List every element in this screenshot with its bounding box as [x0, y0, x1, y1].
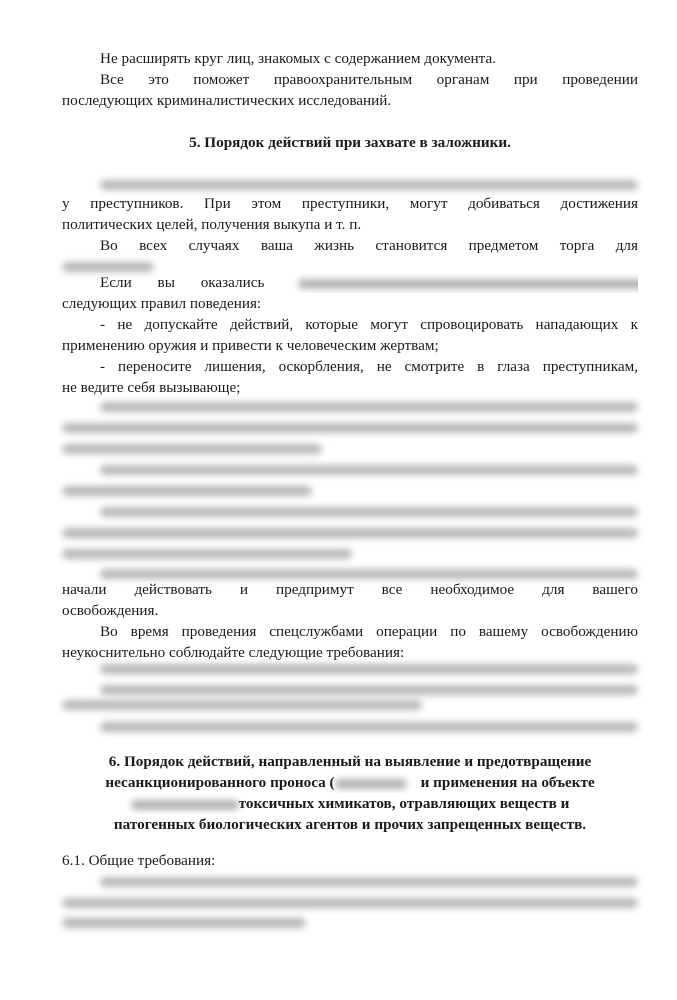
redacted-text	[62, 444, 322, 454]
redacted-text	[335, 779, 407, 789]
redacted-text	[100, 877, 638, 887]
redacted-text	[100, 180, 638, 190]
redacted-text	[100, 664, 638, 674]
text-fragment: несанкционированного проноса (	[105, 774, 335, 791]
redacted-text	[62, 918, 306, 928]
text-line: начали действовать и предпримут все необходимое для вашего	[62, 581, 638, 598]
section-heading-6: патогенных биологических агентов и прочих запрещенных веществ.	[113, 816, 587, 833]
text-line	[100, 273, 638, 293]
text-line: следующих правил поведения:	[62, 295, 262, 312]
text-fragment: и применения на объекте	[420, 774, 595, 791]
text-line: применению оружия и привести к человеческим жертвам;	[62, 337, 439, 354]
text-line: неукоснительно соблюдайте следующие требования:	[62, 644, 405, 661]
redacted-text	[298, 279, 638, 289]
text-fragment: Если вы оказались	[100, 274, 265, 291]
text-line: последующих криминалистических исследований.	[62, 92, 392, 109]
redacted-text	[62, 549, 352, 559]
subsection-heading: 6.1. Общие требования:	[62, 852, 216, 869]
text-line: Во время проведения спецслужбами операции по вашему освобождению	[100, 623, 638, 640]
text-fragment: токсичных химикатов, отравляющих веществ и	[238, 795, 570, 812]
text-line: политических целей, получения выкупа и т. п.	[62, 216, 362, 233]
text-line: Все это поможет правоохранительным органам при проведении	[100, 71, 638, 88]
section-heading-6: 6. Порядок действий, направленный на выявление и предотвращение	[108, 753, 592, 770]
redacted-text	[100, 569, 638, 579]
redacted-text	[100, 507, 638, 517]
redacted-text	[62, 486, 312, 496]
redacted-text	[62, 528, 638, 538]
redacted-text	[62, 423, 638, 433]
redacted-text	[62, 700, 422, 710]
redacted-text	[100, 465, 638, 475]
redacted-text	[62, 262, 154, 272]
redacted-text	[100, 722, 638, 732]
section-heading-6	[62, 794, 638, 814]
redacted-text	[100, 402, 638, 412]
redacted-text	[62, 898, 638, 908]
redacted-text	[100, 685, 638, 695]
text-line: Не расширять круг лиц, знакомых с содержанием документа.	[100, 50, 497, 67]
redacted-text	[131, 800, 239, 810]
section-heading-6	[62, 773, 638, 793]
text-line: - переносите лишения, оскорбления, не смотрите в глаза преступникам,	[100, 358, 638, 375]
text-line: освобождения.	[62, 602, 159, 619]
text-line: у преступников. При этом преступники, могут добиваться достижения	[62, 195, 638, 212]
text-line: Во всех случаях ваша жизнь становится предметом торга для	[100, 237, 638, 254]
text-line: - не допускайте действий, которые могут спровоцировать нападающих к	[100, 316, 638, 333]
section-heading-5: 5. Порядок действий при захвате в заложники.	[189, 134, 511, 151]
text-line: не ведите себя вызывающе;	[62, 379, 241, 396]
